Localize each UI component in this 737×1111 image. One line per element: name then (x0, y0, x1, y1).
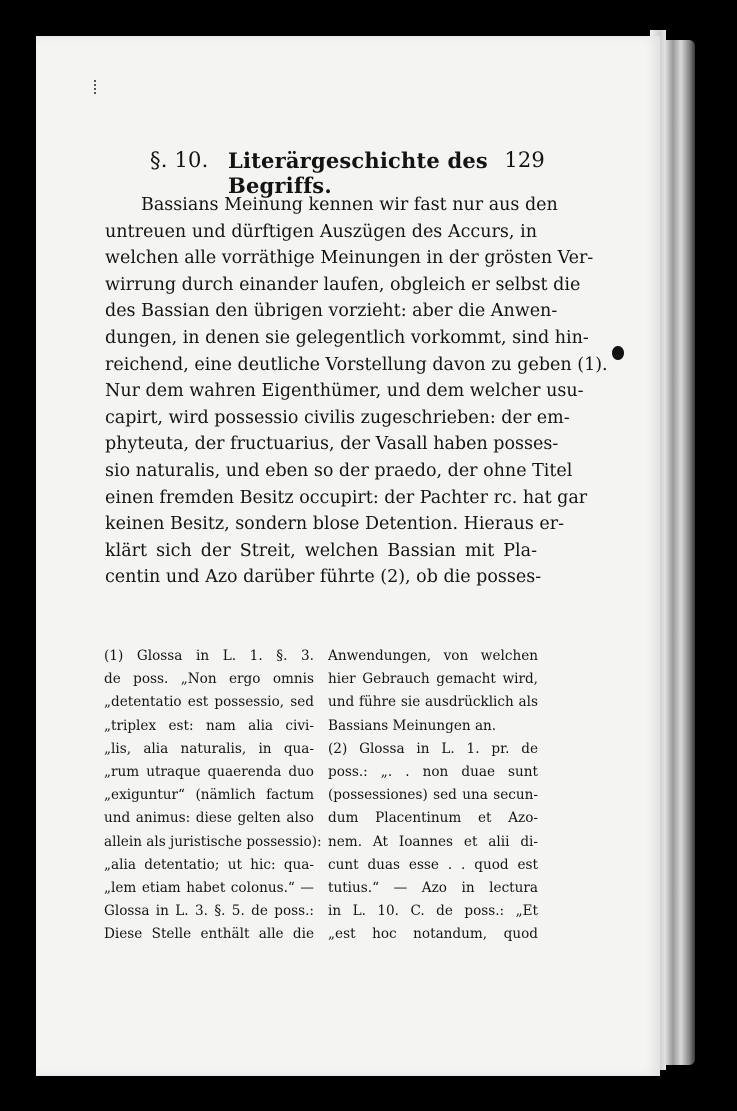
text-line: phyteuta, der fructuarius, der Vasall haben posses- (105, 434, 559, 455)
footnote-line: (2) Glossa in L. 1. pr. de (328, 740, 538, 757)
footnote-line: Anwendungen, von welchen (328, 648, 538, 664)
footnote-line: (possessiones) sed una secun- (328, 787, 538, 804)
book-fore-edge (655, 40, 695, 1065)
footnote-line: „est hoc notandum, quod (328, 926, 538, 943)
footnote-line: cunt duas esse . . quod est (328, 856, 538, 873)
margin-mark (94, 80, 104, 94)
footnote-line: Diese Stelle enthält alle die (104, 926, 314, 943)
footnote-line: (1) Glossa in L. 1. §. 3. (104, 648, 314, 664)
text-line: klärt sich der Streit, welchen Bassian mit Pla- (105, 540, 537, 561)
section-number: §. 10. (150, 148, 209, 172)
footnote-line: „lem etiam habet colonus.“ — (104, 879, 314, 896)
footnote-line: Glossa in L. 3. §. 5. de poss.: (104, 903, 314, 920)
footnote-line: und führe sie ausdrücklich als (328, 694, 538, 711)
footnote-line: „alia detentatio; ut hic: qua- (104, 856, 314, 873)
footnote-line: de poss. „Non ergo omnis (104, 671, 314, 688)
ink-blot (612, 346, 624, 360)
footnote-line: Bassians Meinungen an. (328, 717, 497, 734)
page-number: 129 (504, 148, 545, 172)
text-line: sio naturalis, und eben so der praedo, der ohne Titel (105, 460, 573, 481)
chapter-title: Literärgeschichte des Begriffs. (228, 148, 488, 198)
text-line: wirrung durch einander laufen, obgleich er selbst die (105, 274, 581, 295)
text-line: einen fremden Besitz occupirt: der Pachter rc. hat gar (105, 487, 588, 508)
footnote-column-left (104, 645, 322, 946)
text-line: capirt, wird possessio civilis zugeschrieben: der em- (105, 407, 570, 428)
footnote-line: in L. 10. C. de poss.: „Et (328, 903, 538, 920)
footnote-line: „rum utraque quaerenda duo (104, 763, 314, 780)
text-line: welchen alle vorräthige Meinungen in der grösten Ver- (105, 248, 594, 269)
footnote-line: und animus: diese gelten also (104, 810, 314, 827)
text-line: centin und Azo darüber führte (2), ob die posses- (105, 567, 542, 588)
text-line: des Bassian den übrigen vorzieht: aber die Anwen- (105, 301, 558, 322)
footnote-line: dum Placentinum et Azo- (328, 810, 538, 827)
main-text (105, 192, 608, 591)
footnote-line: tutius.“ — Azo in lectura (328, 879, 538, 896)
footnote-line: „triplex est: nam alia civi- (104, 717, 314, 734)
text-line: reichend, eine deutliche Vorstellung davon zu geben (1). (105, 354, 608, 375)
footnote-line: hier Gebrauch gemacht wird, (328, 671, 538, 688)
footnote-line: „lis, alia naturalis, in qua- (104, 740, 314, 757)
text-line: untreuen und dürftigen Auszügen des Accurs, in (105, 221, 537, 242)
text-line: Bassians Meinung kennen wir fast nur aus den (141, 195, 558, 215)
footnote-column-right (328, 645, 538, 946)
text-line: keinen Besitz, sondern blose Detention. Hieraus er- (105, 514, 565, 535)
text-line: Nur dem wahren Eigenthümer, und dem welcher usu- (105, 381, 584, 402)
text-line: dungen, in denen sie gelegentlich vorkommt, sind hin- (105, 327, 589, 348)
running-header (150, 148, 545, 198)
footnote-line: „exiguntur“ (nämlich factum (104, 787, 314, 804)
footnote-line: allein als juristische possessio): (104, 833, 322, 850)
footnote-line: „detentatio est possessio, sed (104, 694, 314, 711)
footnote-line: nem. At Ioannes et alii di- (328, 833, 538, 850)
footnote-line: poss.: „. . non duae sunt (328, 763, 538, 780)
